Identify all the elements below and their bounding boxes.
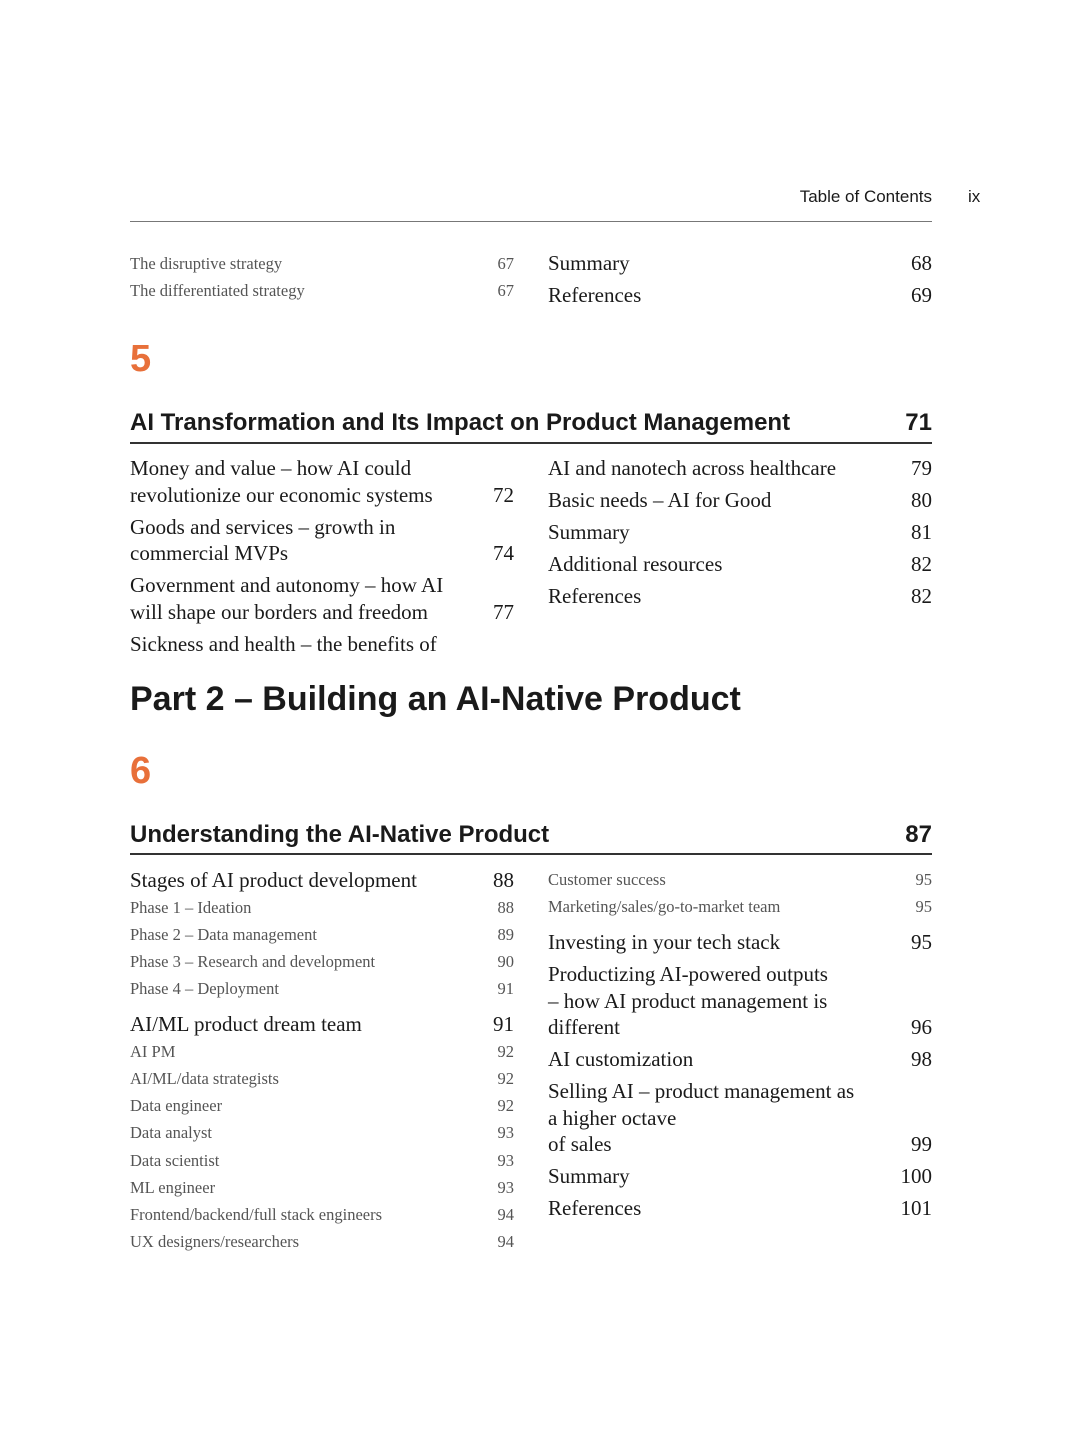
chapter5-right-column [548, 455, 932, 615]
toc-entry[interactable]: UX designers/researchers 94 [130, 1232, 514, 1252]
chapter-title[interactable] [130, 821, 932, 849]
chapter-number: 5 [130, 338, 152, 380]
toc-entry[interactable]: Data analyst 93 [130, 1123, 514, 1143]
toc-entry[interactable]: Data scientist 93 [130, 1150, 514, 1170]
toc-entry[interactable]: AI and nanotech across healthcare 79 [548, 456, 932, 480]
toc-entry[interactable]: Customer success 95 [548, 870, 932, 889]
chapter-title-text: AI Transformation and Its Impact on Product Management [130, 409, 791, 436]
toc-entry[interactable]: References 101 [548, 1196, 932, 1221]
toc-entry[interactable]: Frontend/backend/full stack engineers 94 [130, 1205, 514, 1225]
part-title[interactable]: Part 2 – Building an AI-Native Product [130, 680, 741, 718]
chapter-page: 71 [905, 409, 932, 436]
toc-entry[interactable]: Data engineer 92 [130, 1096, 514, 1116]
toc-entry[interactable]: Sickness and health – the benefits of [130, 631, 437, 656]
toc-entry[interactable]: Marketing/sales/go-to-market team 95 [548, 897, 932, 917]
subsection-list [548, 866, 932, 920]
toc-entry[interactable]: AI customization 98 [548, 1047, 932, 1072]
toc-entry[interactable]: Goods and services – growth in commercial MVPs 74 [130, 514, 514, 565]
subsection-list [130, 1038, 514, 1256]
toc-entry[interactable]: References 69 [548, 283, 932, 307]
toc-entry[interactable]: Summary 68 [548, 251, 932, 275]
continued-left-column [130, 250, 514, 304]
toc-entry[interactable]: Phase 4 – Deployment 91 [130, 979, 514, 999]
toc-entry[interactable]: ML engineer 93 [130, 1177, 514, 1197]
toc-entry[interactable]: The differentiated strategy 67 [130, 281, 514, 301]
toc-entry[interactable]: Summary 100 [548, 1164, 932, 1189]
continued-right-column [548, 250, 932, 314]
toc-entry[interactable]: References 82 [548, 584, 932, 608]
toc-entry[interactable]: AI/ML/data strategists 92 [130, 1069, 514, 1089]
chapter-page: 87 [905, 821, 932, 848]
toc-entry[interactable]: The disruptive strategy 67 [130, 254, 514, 273]
page-numeral: ix [968, 187, 981, 206]
toc-entry[interactable]: Selling AI – product management as a higher octave of sales 99 [548, 1079, 932, 1157]
toc-entry[interactable]: Stages of AI product development 88 [130, 868, 514, 892]
toc-entry[interactable]: Phase 1 – Ideation 88 [130, 897, 514, 917]
running-header-title: Table of Contents [799, 187, 932, 206]
toc-entry[interactable]: AI/ML product dream team 91 [130, 1012, 514, 1037]
chapter6-left-column [130, 867, 514, 1255]
toc-entry[interactable]: AI PM 92 [130, 1041, 514, 1061]
toc-entry[interactable]: Money and value – how AI could revolutionize our economic systems 72 [130, 456, 514, 507]
toc-entry[interactable]: Basic needs – AI for Good 80 [548, 488, 932, 512]
toc-entry[interactable]: Phase 2 – Data management 89 [130, 924, 514, 944]
subsection-list [130, 894, 514, 1003]
toc-entry[interactable]: Phase 3 – Research and development 90 [130, 951, 514, 971]
chapter-rule [130, 442, 932, 444]
chapter6-right-column [548, 866, 932, 1227]
chapter5-left-column [130, 455, 514, 663]
chapter-title-text: Understanding the AI-Native Product [130, 821, 550, 848]
toc-entry[interactable]: Additional resources 82 [548, 552, 932, 576]
chapter-title[interactable] [130, 409, 932, 437]
header-rule [130, 221, 932, 222]
toc-entry[interactable]: Government and autonomy – how AI will shape our borders and freedom 77 [130, 573, 514, 624]
toc-entry[interactable]: Investing in your tech stack 95 [548, 930, 932, 955]
toc-entry[interactable]: Summary 81 [548, 520, 932, 544]
chapter-rule [130, 853, 932, 855]
toc-entry[interactable]: Productizing AI-powered outputs – how AI product management is different 96 [548, 962, 932, 1040]
chapter-number: 6 [130, 750, 152, 792]
